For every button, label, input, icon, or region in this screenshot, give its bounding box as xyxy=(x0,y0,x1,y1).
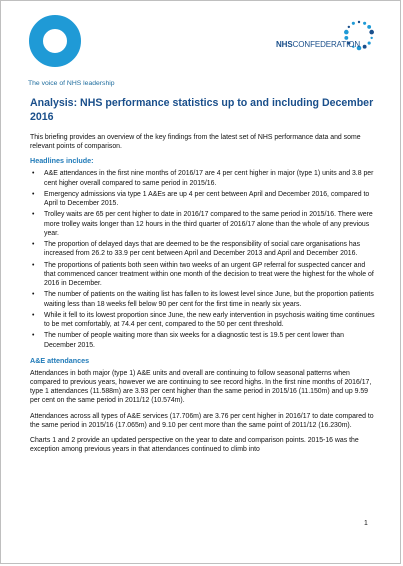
ring-logo-icon xyxy=(28,14,82,68)
bullet-icon: • xyxy=(32,190,35,198)
ae-paragraph: Charts 1 and 2 provide an updated perspective on the year to date and comparison points. 2015-16 was the exception among previous years in that attendances continued to climb into xyxy=(30,436,359,454)
logo-dot xyxy=(352,22,355,25)
headline-text: A&E attendances in the first nine months of 2016/17 are 4 per cent higher in major (type 1) units and 3.8 per cent higher overall compared to same period in 2015/16. xyxy=(44,170,374,187)
intro-paragraph: This briefing provides an overview of the key findings from the latest set of NHS performance data and some relevant points of comparison. xyxy=(30,134,361,151)
nhs-confederation-logo xyxy=(276,18,386,58)
org-name xyxy=(276,40,360,49)
headline-item xyxy=(30,210,376,238)
ae-attendances-heading: A&E attendances xyxy=(30,355,90,365)
logo-dot xyxy=(348,26,350,28)
nhs-confederation-ring-logo xyxy=(26,14,114,96)
bullet-icon: • xyxy=(32,241,35,249)
ae-paragraph: Attendances across all types of A&E services (17.706m) are 3.76 per cent higher in 2016/17 to date compared to the same period in 2015/16 (17.065m) and 9.10 per cent more than the same point of 2011/12 (16.230m). xyxy=(30,412,374,429)
bullet-icon: • xyxy=(32,332,35,340)
headline-text: Emergency admissions via type 1 A&Es are up 4 per cent between April and December 2016, compared to April to December 2015. xyxy=(44,190,370,208)
bullet-icon: • xyxy=(32,170,35,178)
headlines-list xyxy=(30,169,376,349)
bullet-icon: • xyxy=(32,211,35,219)
org-name-confederation: CONFEDERATION xyxy=(292,40,361,49)
logo-dot xyxy=(344,30,349,35)
headline-item xyxy=(30,261,376,289)
page-number: 1 xyxy=(364,520,368,527)
headline-item xyxy=(30,240,376,258)
logo-dot xyxy=(370,37,372,39)
headline-text: While it fell to its lowest proportion since June, the new early intervention in psychosis waiting time continues to be met comfortably, at 74.4 per cent, compared to the 50 per cent threshold. xyxy=(44,311,375,329)
headline-text: The number of patients on the waiting list has fallen to its lowest level since June, but the proportion patients waiting less than 18 weeks fell below 90 per cent for the first time in nearly six years. xyxy=(44,291,374,308)
logo-dot xyxy=(369,30,374,35)
headline-text: The proportions of patients both seen within two weeks of an urgent GP referral for suspected cancer and that commenced cancer treatment within one month of the decision to treat were the highest for the whole of 2016 in December. xyxy=(44,261,374,288)
headline-item xyxy=(30,311,376,329)
logo-dot xyxy=(367,25,371,29)
headline-text: The number of people waiting more than six weeks for a diagnostic test is 19.5 per cent lower than December 2015. xyxy=(44,332,344,349)
bullet-icon: • xyxy=(32,261,35,269)
headline-item xyxy=(30,331,376,349)
org-name-nhs: NHS xyxy=(276,40,293,49)
headline-text: The proportion of delayed days that are deemed to be the responsibility of social care organisations has increased from 26.2 to 33.9 per cent between April and December 2013 and April and December 2016. xyxy=(44,241,361,258)
document-title: Analysis: NHS performance statistics up to and including December 2016 xyxy=(30,97,374,123)
headline-text: Trolley waits are 65 per cent higher to date in 2016/17 compared to the same period in 2015/16. There were more trolley waits longer than 12 hours in the third quarter of 2016/17 alone than the whole of any previous year. xyxy=(44,211,373,237)
logo-dot xyxy=(363,22,366,25)
ae-paragraph: Attendances in both major (type 1) A&E units and overall are continuing to follow seasonal patterns when compared to previous years, however we are continuing to see record highs. In the first nine months of 2016/17, type 1 attendances (11.588m) are 3.93 per cent higher than the same period in 2015/16 (11.150m) and up 9.59 per cent on the same period in 2011/12 (10.574m). xyxy=(30,369,372,405)
headline-item xyxy=(30,190,376,208)
logo-dot xyxy=(363,45,367,49)
logo-dot xyxy=(358,21,360,23)
tagline: The voice of NHS leadership xyxy=(28,80,115,87)
headline-item xyxy=(30,169,376,187)
logo-dot xyxy=(368,42,371,45)
document-body xyxy=(30,96,376,454)
bullet-icon: • xyxy=(32,291,35,299)
bullet-icon: • xyxy=(32,311,35,319)
headline-item xyxy=(30,290,376,308)
headlines-heading: Headlines include: xyxy=(30,156,94,166)
